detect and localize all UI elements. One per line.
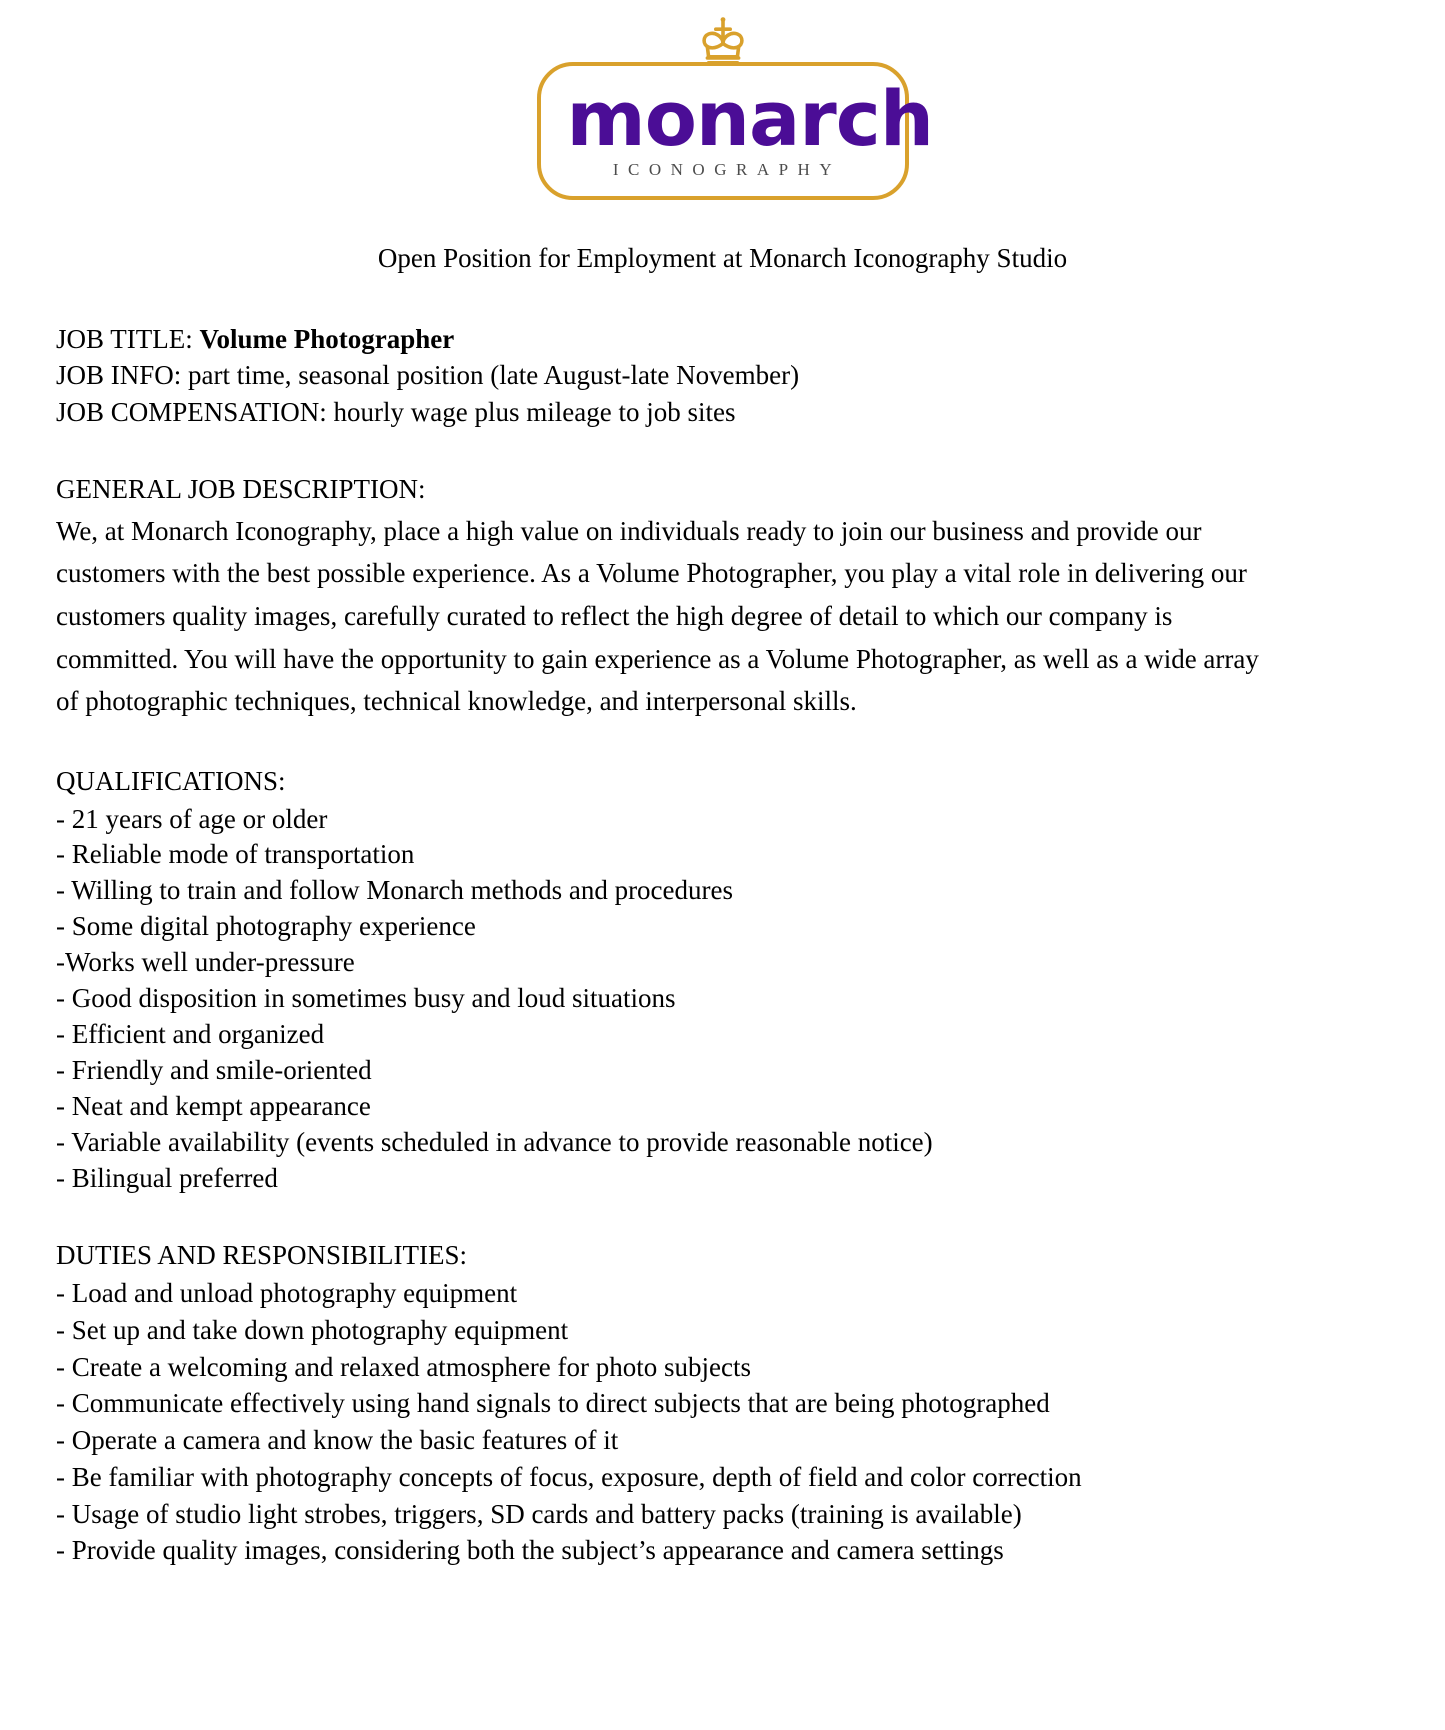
job-title-value: Volume Photographer (199, 323, 455, 354)
job-info-label: JOB INFO: (56, 360, 182, 391)
list-item: - Neat and kempt appearance (56, 1090, 371, 1121)
list-item: - Some digital photography experience (56, 911, 476, 942)
qualifications-heading: QUALIFICATIONS: (56, 765, 286, 796)
crown-icon (687, 16, 759, 76)
list-item: - Provide quality images, considering both the subject’s appearance and camera settings (56, 1535, 1004, 1566)
job-info-value: part time, seasonal position (late August-late November) (188, 360, 800, 391)
document-subtitle: Open Position for Employment at Monarch Iconography Studio (377, 243, 1068, 274)
list-item: - 21 years of age or older (56, 803, 328, 834)
general-description-heading: GENERAL JOB DESCRIPTION: (56, 473, 426, 504)
logo-frame (537, 62, 933, 200)
document-content (0, 321, 1445, 1569)
list-item: - Set up and take down photography equipment (56, 1314, 569, 1345)
job-compensation-value: hourly wage plus mileage to job sites (333, 397, 736, 428)
list-item: - Good disposition in sometimes busy and loud situations (56, 983, 676, 1014)
monarch-logo (537, 62, 933, 200)
logo-wordmark: monarch (566, 74, 933, 163)
job-meta-block (56, 321, 1389, 431)
job-compensation-label: JOB COMPENSATION: (56, 397, 327, 428)
list-item: - Friendly and smile-oriented (56, 1054, 372, 1085)
qualifications-section (56, 763, 1389, 1197)
duties-heading: DUTIES AND RESPONSIBILITIES: (56, 1239, 468, 1270)
list-item: - Create a welcoming and relaxed atmosphere for photo subjects (56, 1351, 751, 1382)
list-item: - Usage of studio light strobes, triggers, SD cards and battery packs (training is available) (56, 1498, 1022, 1529)
list-item: - Be familiar with photography concepts of focus, exposure, depth of field and color correction (56, 1461, 1082, 1492)
logo-tagline: ICONOGRAPHY (612, 160, 842, 180)
logo-block (0, 0, 1445, 200)
list-item: -Works well under-pressure (56, 947, 355, 978)
list-item: - Communicate effectively using hand signals to direct subjects that are being photographed (56, 1388, 1050, 1419)
list-item: - Reliable mode of transportation (56, 839, 415, 870)
duties-section (56, 1237, 1389, 1569)
job-compensation-line (56, 394, 1389, 431)
qualifications-list (56, 802, 1389, 1197)
job-title-label: JOB TITLE: (56, 323, 193, 354)
general-description-section (56, 471, 1389, 723)
list-item: - Willing to train and follow Monarch methods and procedures (56, 875, 734, 906)
list-item: - Load and unload photography equipment (56, 1278, 518, 1309)
list-item: - Variable availability (events scheduled in advance to provide reasonable notice) (56, 1126, 933, 1157)
general-description-body: We, at Monarch Iconography, place a high value on individuals ready to join our business and provide our customers with the best possible experience. As a Volume Photographer, you play a vital role in delivering our customers quality images, carefully curated to reflect the high degree of detail to which our company is committed. You will have the opportunity to gain experience as a Volume Photographer, as well as a wide array of photographic techniques, technical knowledge, and interpersonal skills. (56, 515, 1259, 717)
duties-list (56, 1275, 1389, 1569)
job-title-line (56, 321, 1389, 358)
list-item: - Bilingual preferred (56, 1162, 278, 1193)
list-item: - Operate a camera and know the basic features of it (56, 1425, 619, 1456)
job-info-line (56, 357, 1389, 394)
list-item: - Efficient and organized (56, 1019, 325, 1050)
